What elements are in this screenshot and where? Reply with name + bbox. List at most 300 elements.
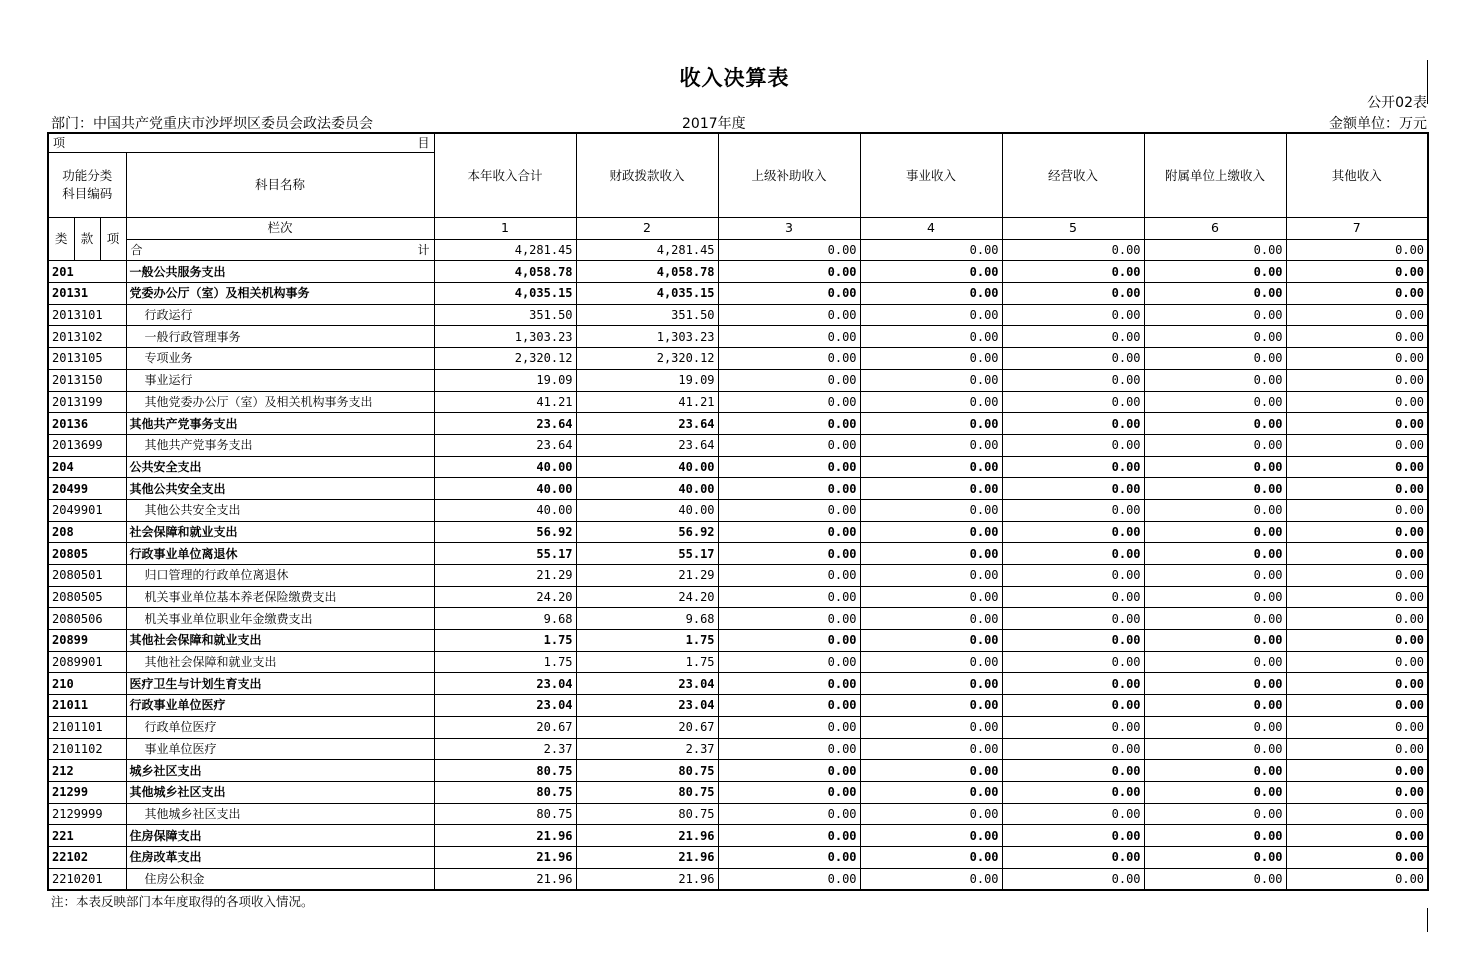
row-value-col-6: 0.00 (1144, 348, 1286, 370)
table-row (48, 434, 1428, 456)
table-row (48, 391, 1428, 413)
row-value-col-5: 0.00 (1002, 413, 1144, 435)
fiscal-year: 2017年度 (682, 116, 746, 132)
row-value-col-1: 56.92 (434, 521, 576, 543)
row-value-col-3: 0.00 (718, 825, 860, 847)
row-value-col-7: 0.00 (1286, 565, 1428, 587)
row-value-col-1: 80.75 (434, 781, 576, 803)
row-value-col-5: 0.00 (1002, 478, 1144, 500)
row-value-col-4: 0.00 (860, 586, 1002, 608)
row-value-col-6: 0.00 (1144, 283, 1286, 305)
total-right-label: 计 (417, 243, 430, 258)
table-row (48, 673, 1428, 695)
row-value-col-1: 1,303.23 (434, 326, 576, 348)
row-value-col-4: 0.00 (860, 348, 1002, 370)
row-value-col-1: 2,320.12 (434, 348, 576, 370)
row-value-col-6: 0.00 (1144, 803, 1286, 825)
row-value-col-6: 0.00 (1144, 586, 1286, 608)
row-subject-name: 行政运行 (126, 304, 434, 326)
row-subject-name: 其他公共安全支出 (126, 499, 434, 521)
row-value-col-7: 0.00 (1286, 608, 1428, 630)
total-value-4: 0.00 (860, 239, 1002, 261)
total-row (48, 239, 1428, 261)
row-value-col-2: 80.75 (576, 760, 718, 782)
row-value-col-1: 23.64 (434, 413, 576, 435)
row-value-col-6: 0.00 (1144, 521, 1286, 543)
row-value-col-5: 0.00 (1002, 781, 1144, 803)
row-value-col-5: 0.00 (1002, 716, 1144, 738)
row-value-col-6: 0.00 (1144, 543, 1286, 565)
margin-line-bottom (1427, 908, 1428, 932)
row-code: 21011 (48, 695, 126, 717)
row-value-col-1: 21.29 (434, 565, 576, 587)
row-code: 2013199 (48, 391, 126, 413)
row-value-col-5: 0.00 (1002, 846, 1144, 868)
row-value-col-2: 21.29 (576, 565, 718, 587)
col-number-5: 5 (1002, 218, 1144, 240)
row-value-col-3: 0.00 (718, 738, 860, 760)
table-row (48, 803, 1428, 825)
row-value-col-5: 0.00 (1002, 543, 1144, 565)
row-value-col-2: 40.00 (576, 478, 718, 500)
row-value-col-4: 0.00 (860, 478, 1002, 500)
row-value-col-7: 0.00 (1286, 283, 1428, 305)
row-value-col-7: 0.00 (1286, 304, 1428, 326)
row-value-col-6: 0.00 (1144, 326, 1286, 348)
row-subject-name: 其他党委办公厅（室）及相关机构事务支出 (126, 391, 434, 413)
row-value-col-3: 0.00 (718, 391, 860, 413)
row-value-col-7: 0.00 (1286, 781, 1428, 803)
row-code: 2080501 (48, 565, 126, 587)
row-value-col-7: 0.00 (1286, 521, 1428, 543)
row-value-col-7: 0.00 (1286, 391, 1428, 413)
row-value-col-2: 9.68 (576, 608, 718, 630)
row-value-col-3: 0.00 (718, 630, 860, 652)
row-value-col-7: 0.00 (1286, 348, 1428, 370)
row-subject-name: 其他共产党事务支出 (126, 413, 434, 435)
table-row (48, 695, 1428, 717)
row-value-col-3: 0.00 (718, 456, 860, 478)
row-value-col-4: 0.00 (860, 673, 1002, 695)
row-code: 221 (48, 825, 126, 847)
row-value-col-2: 2.37 (576, 738, 718, 760)
row-value-col-2: 24.20 (576, 586, 718, 608)
row-value-col-4: 0.00 (860, 413, 1002, 435)
col-number-3: 3 (718, 218, 860, 240)
row-value-col-3: 0.00 (718, 348, 860, 370)
table-row (48, 521, 1428, 543)
row-subject-name: 归口管理的行政单位离退休 (126, 565, 434, 587)
table-row (48, 825, 1428, 847)
row-code: 22102 (48, 846, 126, 868)
row-code: 2129999 (48, 803, 126, 825)
row-subject-name: 其他社会保障和就业支出 (126, 651, 434, 673)
row-value-col-6: 0.00 (1144, 760, 1286, 782)
row-subject-name: 公共安全支出 (126, 456, 434, 478)
row-value-col-7: 0.00 (1286, 716, 1428, 738)
row-value-col-2: 1,303.23 (576, 326, 718, 348)
row-value-col-2: 23.04 (576, 673, 718, 695)
row-value-col-7: 0.00 (1286, 846, 1428, 868)
row-code: 201 (48, 261, 126, 283)
row-code: 212 (48, 760, 126, 782)
total-left-label: 合 (130, 243, 143, 258)
row-code: 2080505 (48, 586, 126, 608)
total-label-cell (126, 239, 434, 261)
row-value-col-7: 0.00 (1286, 413, 1428, 435)
row-value-col-5: 0.00 (1002, 760, 1144, 782)
row-value-col-3: 0.00 (718, 695, 860, 717)
row-value-col-2: 40.00 (576, 456, 718, 478)
row-value-col-1: 4,035.15 (434, 283, 576, 305)
row-value-col-5: 0.00 (1002, 630, 1144, 652)
row-subject-name: 一般行政管理事务 (126, 326, 434, 348)
row-subject-name: 其他城乡社区支出 (126, 781, 434, 803)
row-subject-name: 城乡社区支出 (126, 760, 434, 782)
row-value-col-4: 0.00 (860, 803, 1002, 825)
row-value-col-6: 0.00 (1144, 413, 1286, 435)
footnote: 注：本表反映部门本年度取得的各项收入情况。 (51, 894, 314, 909)
row-value-col-1: 80.75 (434, 803, 576, 825)
row-value-col-2: 41.21 (576, 391, 718, 413)
row-value-col-4: 0.00 (860, 434, 1002, 456)
row-value-col-5: 0.00 (1002, 521, 1144, 543)
row-value-col-2: 1.75 (576, 630, 718, 652)
table-row (48, 586, 1428, 608)
row-value-col-3: 0.00 (718, 673, 860, 695)
row-value-col-7: 0.00 (1286, 630, 1428, 652)
table-row (48, 543, 1428, 565)
row-subject-name: 其他共产党事务支出 (126, 434, 434, 456)
row-value-col-1: 24.20 (434, 586, 576, 608)
row-value-col-7: 0.00 (1286, 543, 1428, 565)
total-value-7: 0.00 (1286, 239, 1428, 261)
row-value-col-7: 0.00 (1286, 825, 1428, 847)
row-value-col-6: 0.00 (1144, 651, 1286, 673)
row-value-col-7: 0.00 (1286, 326, 1428, 348)
table-row (48, 868, 1428, 890)
row-value-col-3: 0.00 (718, 283, 860, 305)
row-value-col-1: 40.00 (434, 478, 576, 500)
row-value-col-2: 80.75 (576, 781, 718, 803)
row-value-col-3: 0.00 (718, 499, 860, 521)
kuan-header: 款 (74, 218, 100, 261)
row-value-col-2: 23.64 (576, 434, 718, 456)
col-header-4: 事业收入 (860, 133, 1002, 218)
table-row (48, 499, 1428, 521)
row-value-col-6: 0.00 (1144, 391, 1286, 413)
row-value-col-1: 9.68 (434, 608, 576, 630)
row-value-col-5: 0.00 (1002, 738, 1144, 760)
row-value-col-7: 0.00 (1286, 673, 1428, 695)
row-code: 2013105 (48, 348, 126, 370)
row-value-col-4: 0.00 (860, 651, 1002, 673)
table-row (48, 565, 1428, 587)
row-value-col-6: 0.00 (1144, 434, 1286, 456)
table-row (48, 738, 1428, 760)
row-value-col-6: 0.00 (1144, 825, 1286, 847)
col-number-1: 1 (434, 218, 576, 240)
row-code: 20131 (48, 283, 126, 305)
row-value-col-1: 1.75 (434, 630, 576, 652)
row-value-col-3: 0.00 (718, 543, 860, 565)
row-value-col-2: 21.96 (576, 868, 718, 890)
col-header-1: 本年收入合计 (434, 133, 576, 218)
row-code: 2013699 (48, 434, 126, 456)
row-value-col-4: 0.00 (860, 760, 1002, 782)
row-subject-name: 事业运行 (126, 369, 434, 391)
row-code: 2080506 (48, 608, 126, 630)
item-right-label: 目 (417, 136, 430, 150)
row-value-col-2: 23.04 (576, 695, 718, 717)
total-value-1: 4,281.45 (434, 239, 576, 261)
row-value-col-2: 4,058.78 (576, 261, 718, 283)
table-row (48, 716, 1428, 738)
row-subject-name: 医疗卫生与计划生育支出 (126, 673, 434, 695)
row-value-col-4: 0.00 (860, 543, 1002, 565)
row-value-col-2: 55.17 (576, 543, 718, 565)
total-value-6: 0.00 (1144, 239, 1286, 261)
amount-unit: 金额单位：万元 (1329, 116, 1427, 132)
row-value-col-6: 0.00 (1144, 716, 1286, 738)
row-value-col-3: 0.00 (718, 608, 860, 630)
row-subject-name: 行政单位医疗 (126, 716, 434, 738)
row-value-col-1: 21.96 (434, 846, 576, 868)
row-value-col-3: 0.00 (718, 565, 860, 587)
row-value-col-7: 0.00 (1286, 478, 1428, 500)
row-code: 20899 (48, 630, 126, 652)
table-row (48, 781, 1428, 803)
row-value-col-4: 0.00 (860, 326, 1002, 348)
table-row (48, 651, 1428, 673)
row-value-col-7: 0.00 (1286, 651, 1428, 673)
table-row (48, 608, 1428, 630)
row-value-col-4: 0.00 (860, 521, 1002, 543)
row-value-col-3: 0.00 (718, 716, 860, 738)
row-value-col-7: 0.00 (1286, 499, 1428, 521)
row-value-col-1: 4,058.78 (434, 261, 576, 283)
row-value-col-2: 56.92 (576, 521, 718, 543)
col-number-4: 4 (860, 218, 1002, 240)
row-value-col-5: 0.00 (1002, 825, 1144, 847)
col-header-2: 财政拨款收入 (576, 133, 718, 218)
row-value-col-4: 0.00 (860, 283, 1002, 305)
row-value-col-3: 0.00 (718, 586, 860, 608)
row-code: 208 (48, 521, 126, 543)
row-subject-name: 其他城乡社区支出 (126, 803, 434, 825)
table-row (48, 304, 1428, 326)
row-value-col-6: 0.00 (1144, 369, 1286, 391)
row-value-col-6: 0.00 (1144, 630, 1286, 652)
col-number-6: 6 (1144, 218, 1286, 240)
row-value-col-7: 0.00 (1286, 760, 1428, 782)
total-value-2: 4,281.45 (576, 239, 718, 261)
row-value-col-4: 0.00 (860, 369, 1002, 391)
row-value-col-4: 0.00 (860, 261, 1002, 283)
row-value-col-3: 0.00 (718, 803, 860, 825)
row-code: 2210201 (48, 868, 126, 890)
row-value-col-7: 0.00 (1286, 369, 1428, 391)
xiang-header: 项 (100, 218, 126, 261)
row-value-col-7: 0.00 (1286, 868, 1428, 890)
row-value-col-5: 0.00 (1002, 283, 1144, 305)
row-subject-name: 其他公共安全支出 (126, 478, 434, 500)
row-value-col-4: 0.00 (860, 716, 1002, 738)
row-value-col-3: 0.00 (718, 651, 860, 673)
row-value-col-4: 0.00 (860, 565, 1002, 587)
row-value-col-3: 0.00 (718, 781, 860, 803)
row-value-col-4: 0.00 (860, 608, 1002, 630)
item-header-cell (48, 133, 434, 153)
row-subject-name: 住房保障支出 (126, 825, 434, 847)
row-value-col-1: 80.75 (434, 760, 576, 782)
row-value-col-6: 0.00 (1144, 738, 1286, 760)
col-number-7: 7 (1286, 218, 1428, 240)
row-value-col-1: 23.04 (434, 673, 576, 695)
row-value-col-6: 0.00 (1144, 846, 1286, 868)
row-value-col-5: 0.00 (1002, 348, 1144, 370)
row-value-col-3: 0.00 (718, 760, 860, 782)
row-value-col-5: 0.00 (1002, 586, 1144, 608)
form-number: 公开02表 (1367, 95, 1427, 111)
row-value-col-1: 23.64 (434, 434, 576, 456)
row-value-col-6: 0.00 (1144, 499, 1286, 521)
table-row (48, 261, 1428, 283)
row-value-col-1: 21.96 (434, 825, 576, 847)
row-code: 20136 (48, 413, 126, 435)
row-value-col-5: 0.00 (1002, 261, 1144, 283)
row-value-col-5: 0.00 (1002, 651, 1144, 673)
row-value-col-1: 351.50 (434, 304, 576, 326)
row-value-col-1: 23.04 (434, 695, 576, 717)
row-value-col-1: 19.09 (434, 369, 576, 391)
item-left-label: 项 (53, 136, 66, 150)
row-value-col-1: 2.37 (434, 738, 576, 760)
row-value-col-4: 0.00 (860, 304, 1002, 326)
row-subject-name: 一般公共服务支出 (126, 261, 434, 283)
func-code-header: 功能分类科目编码 (48, 153, 126, 218)
row-code: 2049901 (48, 499, 126, 521)
row-subject-name: 住房公积金 (126, 868, 434, 890)
margin-line-top (1427, 60, 1428, 104)
row-value-col-6: 0.00 (1144, 478, 1286, 500)
row-value-col-3: 0.00 (718, 304, 860, 326)
table-row (48, 326, 1428, 348)
row-value-col-4: 0.00 (860, 630, 1002, 652)
row-value-col-3: 0.00 (718, 521, 860, 543)
row-value-col-1: 1.75 (434, 651, 576, 673)
row-value-col-6: 0.00 (1144, 781, 1286, 803)
row-value-col-2: 1.75 (576, 651, 718, 673)
row-value-col-1: 40.00 (434, 456, 576, 478)
row-code: 2013102 (48, 326, 126, 348)
row-value-col-2: 351.50 (576, 304, 718, 326)
row-value-col-2: 20.67 (576, 716, 718, 738)
row-value-col-4: 0.00 (860, 738, 1002, 760)
row-value-col-5: 0.00 (1002, 673, 1144, 695)
row-value-col-5: 0.00 (1002, 391, 1144, 413)
row-value-col-6: 0.00 (1144, 695, 1286, 717)
row-value-col-4: 0.00 (860, 499, 1002, 521)
col-index-header: 栏次 (126, 218, 434, 240)
table-row (48, 348, 1428, 370)
subject-name-header: 科目名称 (126, 153, 434, 218)
row-value-col-6: 0.00 (1144, 565, 1286, 587)
row-value-col-1: 55.17 (434, 543, 576, 565)
row-value-col-5: 0.00 (1002, 326, 1144, 348)
row-value-col-6: 0.00 (1144, 608, 1286, 630)
row-value-col-7: 0.00 (1286, 456, 1428, 478)
department-label: 部门：中国共产党重庆市沙坪坝区委员会政法委员会 (51, 116, 373, 132)
row-value-col-7: 0.00 (1286, 586, 1428, 608)
table-row (48, 456, 1428, 478)
row-subject-name: 行政事业单位离退休 (126, 543, 434, 565)
row-value-col-7: 0.00 (1286, 738, 1428, 760)
row-subject-name: 事业单位医疗 (126, 738, 434, 760)
table-row (48, 478, 1428, 500)
table-row (48, 846, 1428, 868)
total-value-5: 0.00 (1002, 239, 1144, 261)
row-value-col-6: 0.00 (1144, 456, 1286, 478)
header-row-item (48, 133, 1428, 153)
table-row (48, 283, 1428, 305)
row-value-col-3: 0.00 (718, 413, 860, 435)
row-value-col-5: 0.00 (1002, 608, 1144, 630)
row-value-col-6: 0.00 (1144, 868, 1286, 890)
row-value-col-3: 0.00 (718, 434, 860, 456)
row-value-col-1: 20.67 (434, 716, 576, 738)
row-value-col-1: 40.00 (434, 499, 576, 521)
row-value-col-5: 0.00 (1002, 434, 1144, 456)
row-value-col-5: 0.00 (1002, 456, 1144, 478)
row-value-col-4: 0.00 (860, 825, 1002, 847)
row-value-col-2: 21.96 (576, 846, 718, 868)
row-code: 2101101 (48, 716, 126, 738)
lei-header: 类 (48, 218, 74, 261)
row-value-col-2: 4,035.15 (576, 283, 718, 305)
row-value-col-3: 0.00 (718, 478, 860, 500)
row-value-col-1: 21.96 (434, 868, 576, 890)
row-value-col-7: 0.00 (1286, 803, 1428, 825)
table-row (48, 630, 1428, 652)
row-value-col-4: 0.00 (860, 456, 1002, 478)
col-header-5: 经营收入 (1002, 133, 1144, 218)
row-subject-name: 社会保障和就业支出 (126, 521, 434, 543)
row-value-col-2: 21.96 (576, 825, 718, 847)
row-value-col-5: 0.00 (1002, 499, 1144, 521)
row-value-col-5: 0.00 (1002, 565, 1144, 587)
table-row (48, 760, 1428, 782)
row-code: 204 (48, 456, 126, 478)
row-subject-name: 其他社会保障和就业支出 (126, 630, 434, 652)
total-value-3: 0.00 (718, 239, 860, 261)
row-subject-name: 机关事业单位职业年金缴费支出 (126, 608, 434, 630)
row-value-col-7: 0.00 (1286, 261, 1428, 283)
row-value-col-5: 0.00 (1002, 304, 1144, 326)
row-value-col-4: 0.00 (860, 781, 1002, 803)
col-header-7: 其他收入 (1286, 133, 1428, 218)
header-row-index (48, 218, 1428, 240)
row-value-col-2: 40.00 (576, 499, 718, 521)
row-code: 2013150 (48, 369, 126, 391)
row-value-col-6: 0.00 (1144, 261, 1286, 283)
row-subject-name: 党委办公厅（室）及相关机构事务 (126, 283, 434, 305)
row-value-col-6: 0.00 (1144, 673, 1286, 695)
row-value-col-5: 0.00 (1002, 369, 1144, 391)
table-row (48, 413, 1428, 435)
col-header-3: 上级补助收入 (718, 133, 860, 218)
row-value-col-3: 0.00 (718, 868, 860, 890)
